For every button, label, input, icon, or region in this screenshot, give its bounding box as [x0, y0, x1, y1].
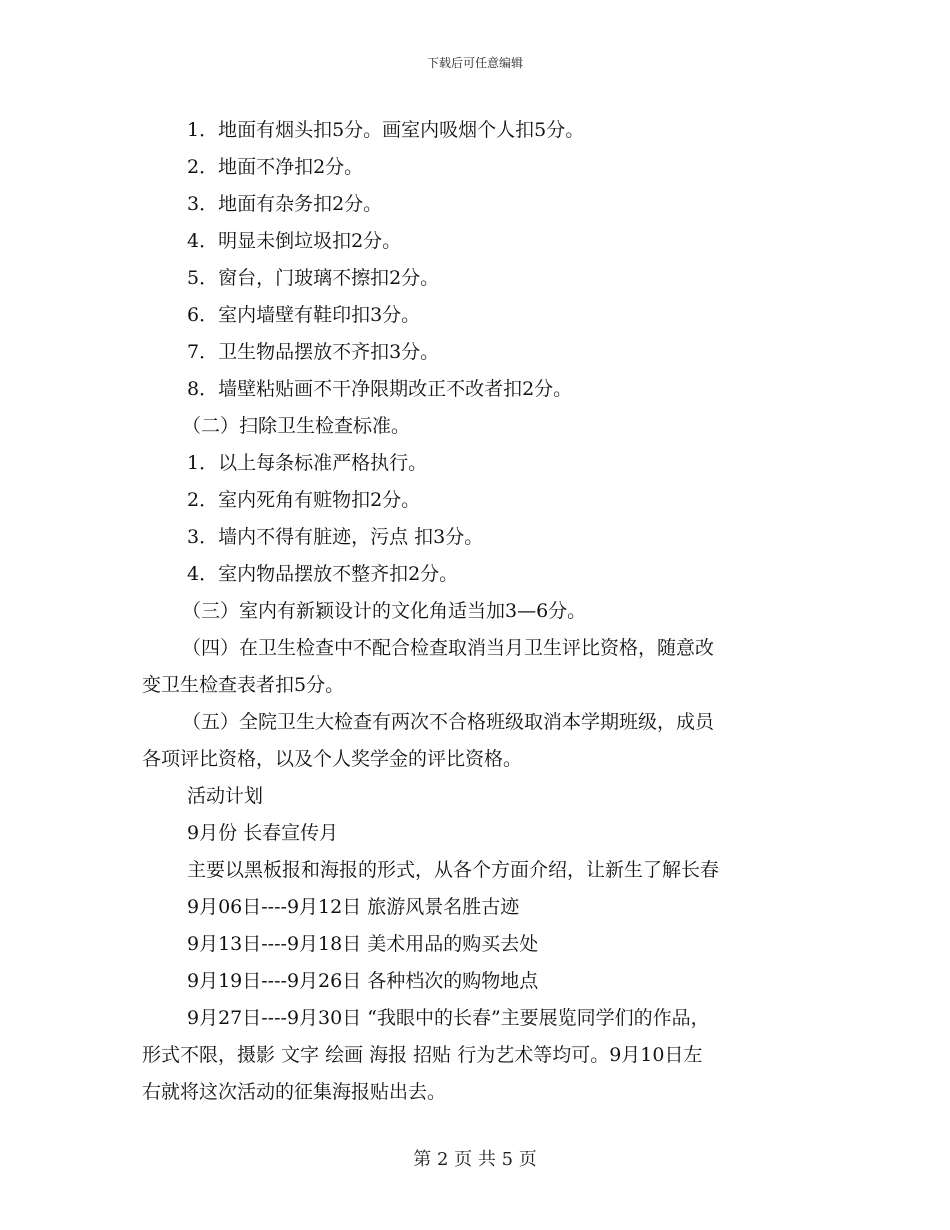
schedule-line: 9月27日----9月30日 “我眼中的长春”主要展览同学们的作品， — [187, 1007, 710, 1029]
body-line: 3．墙内不得有脏迹，污点 扣3分。 — [187, 526, 484, 548]
page-header-note: 下载后可任意编辑 — [426, 56, 523, 70]
schedule-line: 9月19日----9月26日 各种档次的购物地点 — [187, 970, 539, 992]
body-line: 9月份 长春宣传月 — [187, 822, 339, 844]
body-line: 形式不限，摄影 文字 绘画 海报 招贴 行为艺术等均可。9月10日左 — [142, 1044, 703, 1066]
section-title: 活动计划 — [187, 785, 264, 807]
schedule-line: 9月13日----9月18日 美术用品的购买去处 — [187, 933, 539, 955]
body-line: 4．明显未倒垃圾扣2分。 — [187, 230, 402, 252]
body-line: 变卫生检查表者扣5分。 — [142, 674, 345, 696]
section-heading: （三）室内有新颖设计的文化角适当加3—6分。 — [182, 600, 587, 622]
section-heading: （二）扫除卫生检查标准。 — [182, 415, 411, 437]
body-line: 5．窗台，门玻璃不擦扣2分。 — [187, 267, 440, 289]
body-line: 3．地面有杂务扣2分。 — [187, 193, 383, 215]
body-line: 1．以上每条标准严格执行。 — [187, 452, 428, 474]
body-line: 6．室内墙壁有鞋印扣3分。 — [187, 304, 421, 326]
document-body — [142, 112, 832, 1111]
body-line: 7．卫生物品摆放不齐扣3分。 — [187, 341, 440, 363]
body-line: 2．室内死角有赃物扣2分。 — [187, 489, 421, 511]
body-line: 4．室内物品摆放不整齐扣2分。 — [187, 563, 459, 585]
body-line: 右就将这次活动的征集海报贴出去。 — [142, 1081, 447, 1103]
body-line: 8．墙壁粘贴画不干净限期改正不改者扣2分。 — [187, 378, 573, 400]
body-line: 2．地面不净扣2分。 — [187, 156, 364, 178]
schedule-line: 9月06日----9月12日 旅游风景名胜古迹 — [187, 896, 520, 918]
body-line: 主要以黑板报和海报的形式，从各个方面介绍，让新生了解长春 — [187, 859, 720, 881]
body-line: 1．地面有烟头扣5分。画室内吸烟个人扣5分。 — [187, 119, 585, 141]
section-heading: （五）全院卫生大检查有两次不合格班级取消本学期班级，成员 — [182, 711, 715, 733]
page-number: 第 2 页 共 5 页 — [413, 1149, 537, 1170]
body-line: 各项评比资格，以及个人奖学金的评比资格。 — [142, 748, 523, 770]
section-heading: （四）在卫生检查中不配合检查取消当月卫生评比资格，随意改 — [182, 637, 715, 659]
